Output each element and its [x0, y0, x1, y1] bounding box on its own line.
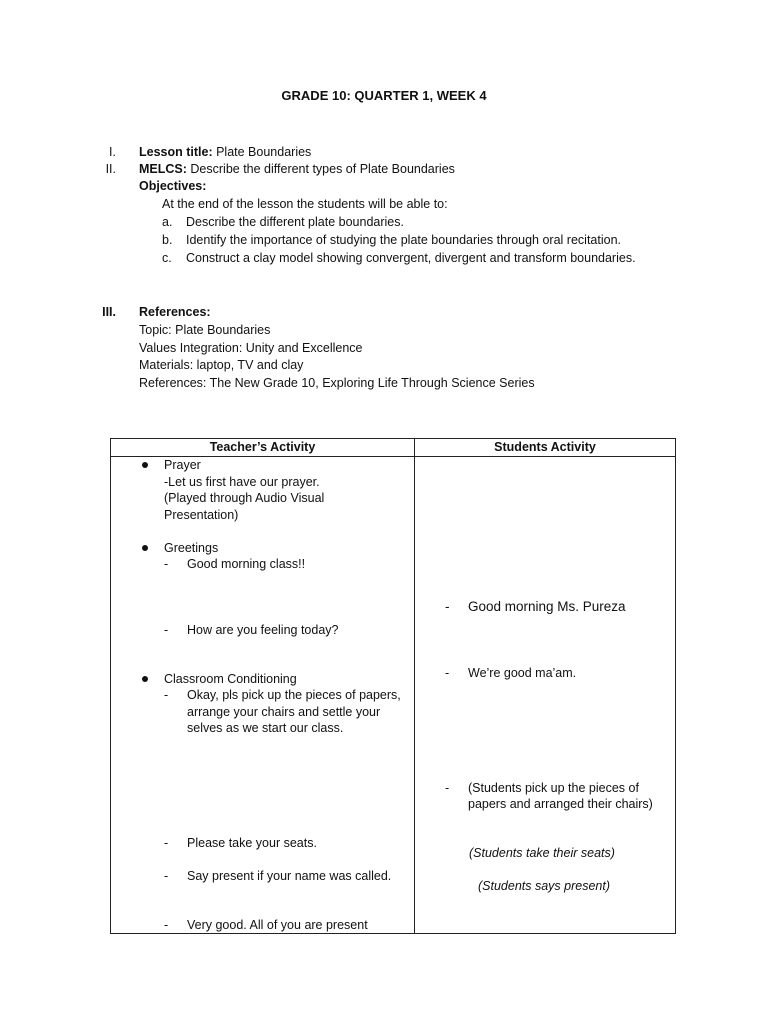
feeling-question: How are you feeling today? — [187, 623, 339, 637]
dash: - — [164, 918, 169, 932]
page-title: GRADE 10: QUARTER 1, WEEK 4 — [281, 88, 487, 103]
dash: - — [445, 666, 450, 680]
students-says-present: (Students says present) — [478, 879, 611, 893]
conditioning-line-1: Okay, pls pick up the pieces of papers, — [187, 688, 401, 702]
good-morning-reply: Good morning Ms. Pureza — [468, 599, 626, 614]
teacher-activity-cell — [111, 457, 415, 934]
section-3-number: III. — [102, 305, 116, 319]
bullet-icon — [142, 462, 148, 468]
table-body-row — [111, 457, 676, 934]
melcs-value: Describe the different types of Plate Boundaries — [186, 162, 455, 176]
reference-book: References: The New Grade 10, Exploring Life Through Science Series — [139, 376, 535, 390]
objective-letter-b: b. — [162, 233, 173, 247]
dash: - — [445, 599, 450, 614]
dash: - — [164, 836, 169, 850]
objective-a: Describe the different plate boundaries. — [186, 215, 404, 229]
dash: - — [164, 557, 169, 571]
students-take-seats: (Students take their seats) — [469, 846, 615, 860]
objectives-label: Objectives: — [139, 179, 207, 193]
references-label: References: — [139, 305, 211, 319]
teacher-activity-header: Teacher’s Activity — [111, 439, 415, 457]
reference-values: Values Integration: Unity and Excellence — [139, 341, 363, 355]
dash: - — [445, 781, 450, 795]
section-1-number: I. — [109, 145, 116, 159]
conditioning-line-2: arrange your chairs and settle your — [187, 705, 381, 719]
bullet-icon — [142, 545, 148, 551]
say-present-line: Say present if your name was called. — [187, 869, 392, 883]
table-header-row — [111, 439, 676, 457]
reference-materials: Materials: laptop, TV and clay — [139, 358, 304, 372]
pick-up-line-2: papers and arranged their chairs) — [468, 797, 653, 811]
objective-letter-c: c. — [162, 251, 172, 265]
lesson-title-value: Plate Boundaries — [212, 145, 312, 159]
objective-c: Construct a clay model showing convergent, divergent and transform boundaries. — [186, 251, 636, 265]
greetings-heading: Greetings — [164, 541, 219, 555]
section-2-number: II. — [105, 162, 116, 176]
melcs-label: MELCS: — [139, 162, 187, 176]
lesson-title-line — [139, 144, 311, 160]
pick-up-line-1: (Students pick up the pieces of — [468, 781, 639, 795]
dash: - — [164, 688, 169, 702]
dash: - — [164, 869, 169, 883]
greeting-line: Good morning class!! — [187, 557, 306, 571]
lesson-title-label: Lesson title: — [139, 145, 213, 159]
we-are-good-reply: We’re good ma’am. — [468, 666, 577, 680]
reference-topic: Topic: Plate Boundaries — [139, 323, 271, 337]
prayer-line-3: Presentation) — [164, 508, 239, 522]
prayer-line-2: (Played through Audio Visual — [164, 491, 325, 505]
dash: - — [164, 623, 169, 637]
prayer-heading: Prayer — [164, 458, 201, 472]
objective-b: Identify the importance of studying the plate boundaries through oral recitation. — [186, 233, 621, 247]
prayer-line-1: -Let us first have our prayer. — [164, 475, 320, 489]
activity-table — [110, 438, 676, 934]
bullet-icon — [142, 676, 148, 682]
objectives-intro: At the end of the lesson the students will be able to: — [162, 197, 448, 211]
very-good-line: Very good. All of you are present — [187, 918, 368, 932]
students-activity-header: Students Activity — [415, 439, 676, 457]
conditioning-heading: Classroom Conditioning — [164, 672, 297, 686]
conditioning-line-3: selves as we start our class. — [187, 721, 344, 735]
students-activity-cell — [415, 457, 676, 934]
take-seats-line: Please take your seats. — [187, 836, 317, 850]
objective-letter-a: a. — [162, 215, 173, 229]
melcs-line — [139, 161, 455, 177]
